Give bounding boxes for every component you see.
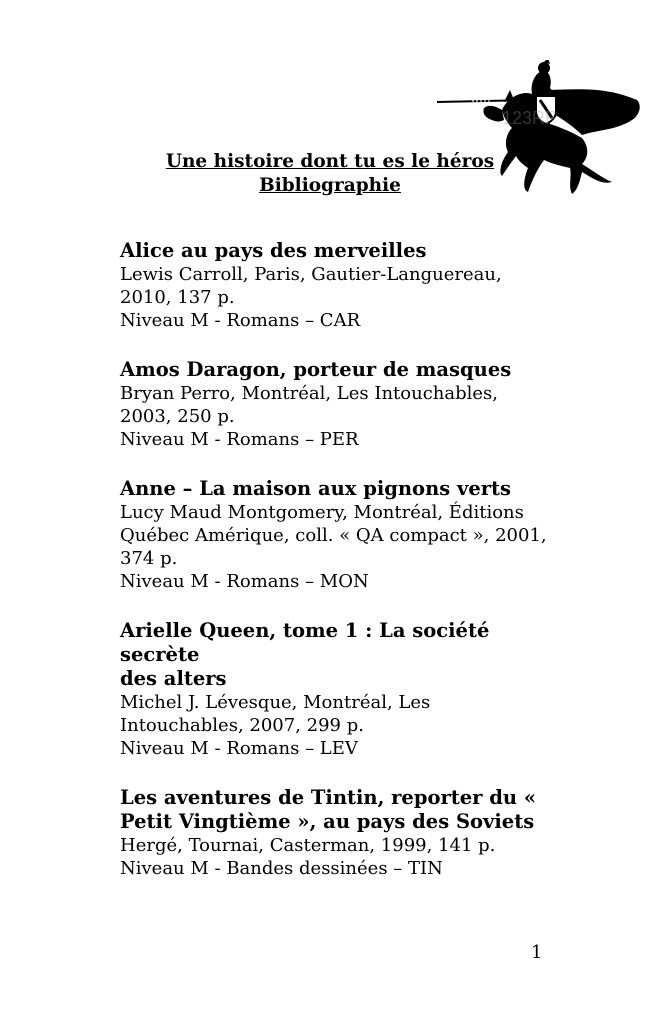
entry-detail: Niveau M - Romans – LEV	[120, 738, 358, 759]
document-subtitle: Bibliographie	[259, 175, 401, 196]
svg-text:123RF: 123RF	[502, 108, 557, 128]
entry-detail: Lewis Carroll, Paris, Gautier-Languereau,	[120, 264, 502, 285]
entry-detail: Bryan Perro, Montréal, Les Intouchables,	[120, 383, 498, 404]
page-number: 1	[531, 942, 543, 963]
entry-detail: Québec Amérique, coll. « QA compact », 2001,	[120, 525, 547, 546]
entry-detail: Michel J. Lévesque, Montréal, Les	[120, 692, 431, 713]
entry-detail: 374 p.	[120, 548, 178, 569]
entry-detail: Niveau M - Bandes dessinées – TIN	[120, 858, 443, 879]
entry-detail: Lucy Maud Montgomery, Montréal, Éditions	[120, 502, 524, 523]
entry-title: Anne – La maison aux pignons verts	[120, 477, 512, 500]
entry-title: Arielle Queen, tome 1 : La société secrète	[120, 619, 490, 666]
entry-detail: Intouchables, 2007, 299 p.	[120, 715, 364, 736]
bibliography-entry	[120, 239, 550, 332]
bibliography-entry	[120, 358, 550, 451]
bibliography-entry	[120, 477, 550, 593]
entry-detail: Niveau M - Romans – MON	[120, 571, 369, 592]
bibliography-entry	[120, 786, 550, 880]
entry-detail: 2003, 250 p.	[120, 406, 235, 427]
entry-title: Les aventures de Tintin, reporter du «	[120, 786, 537, 809]
entry-detail: Niveau M - Romans – PER	[120, 429, 359, 450]
entry-detail: Niveau M - Romans – CAR	[120, 310, 361, 331]
document-title: Une histoire dont tu es le héros	[165, 151, 495, 172]
entry-title: Amos Daragon, porteur de masques	[120, 358, 512, 381]
entry-title: Petit Vingtième », au pays des Soviets	[120, 810, 535, 833]
entry-detail: Hergé, Tournai, Casterman, 1999, 141 p.	[120, 835, 496, 856]
entry-title: des alters	[120, 667, 227, 690]
bibliography-entry	[120, 619, 550, 760]
entry-title: Alice au pays des merveilles	[120, 239, 427, 262]
entry-detail: 2010, 137 p.	[120, 287, 235, 308]
